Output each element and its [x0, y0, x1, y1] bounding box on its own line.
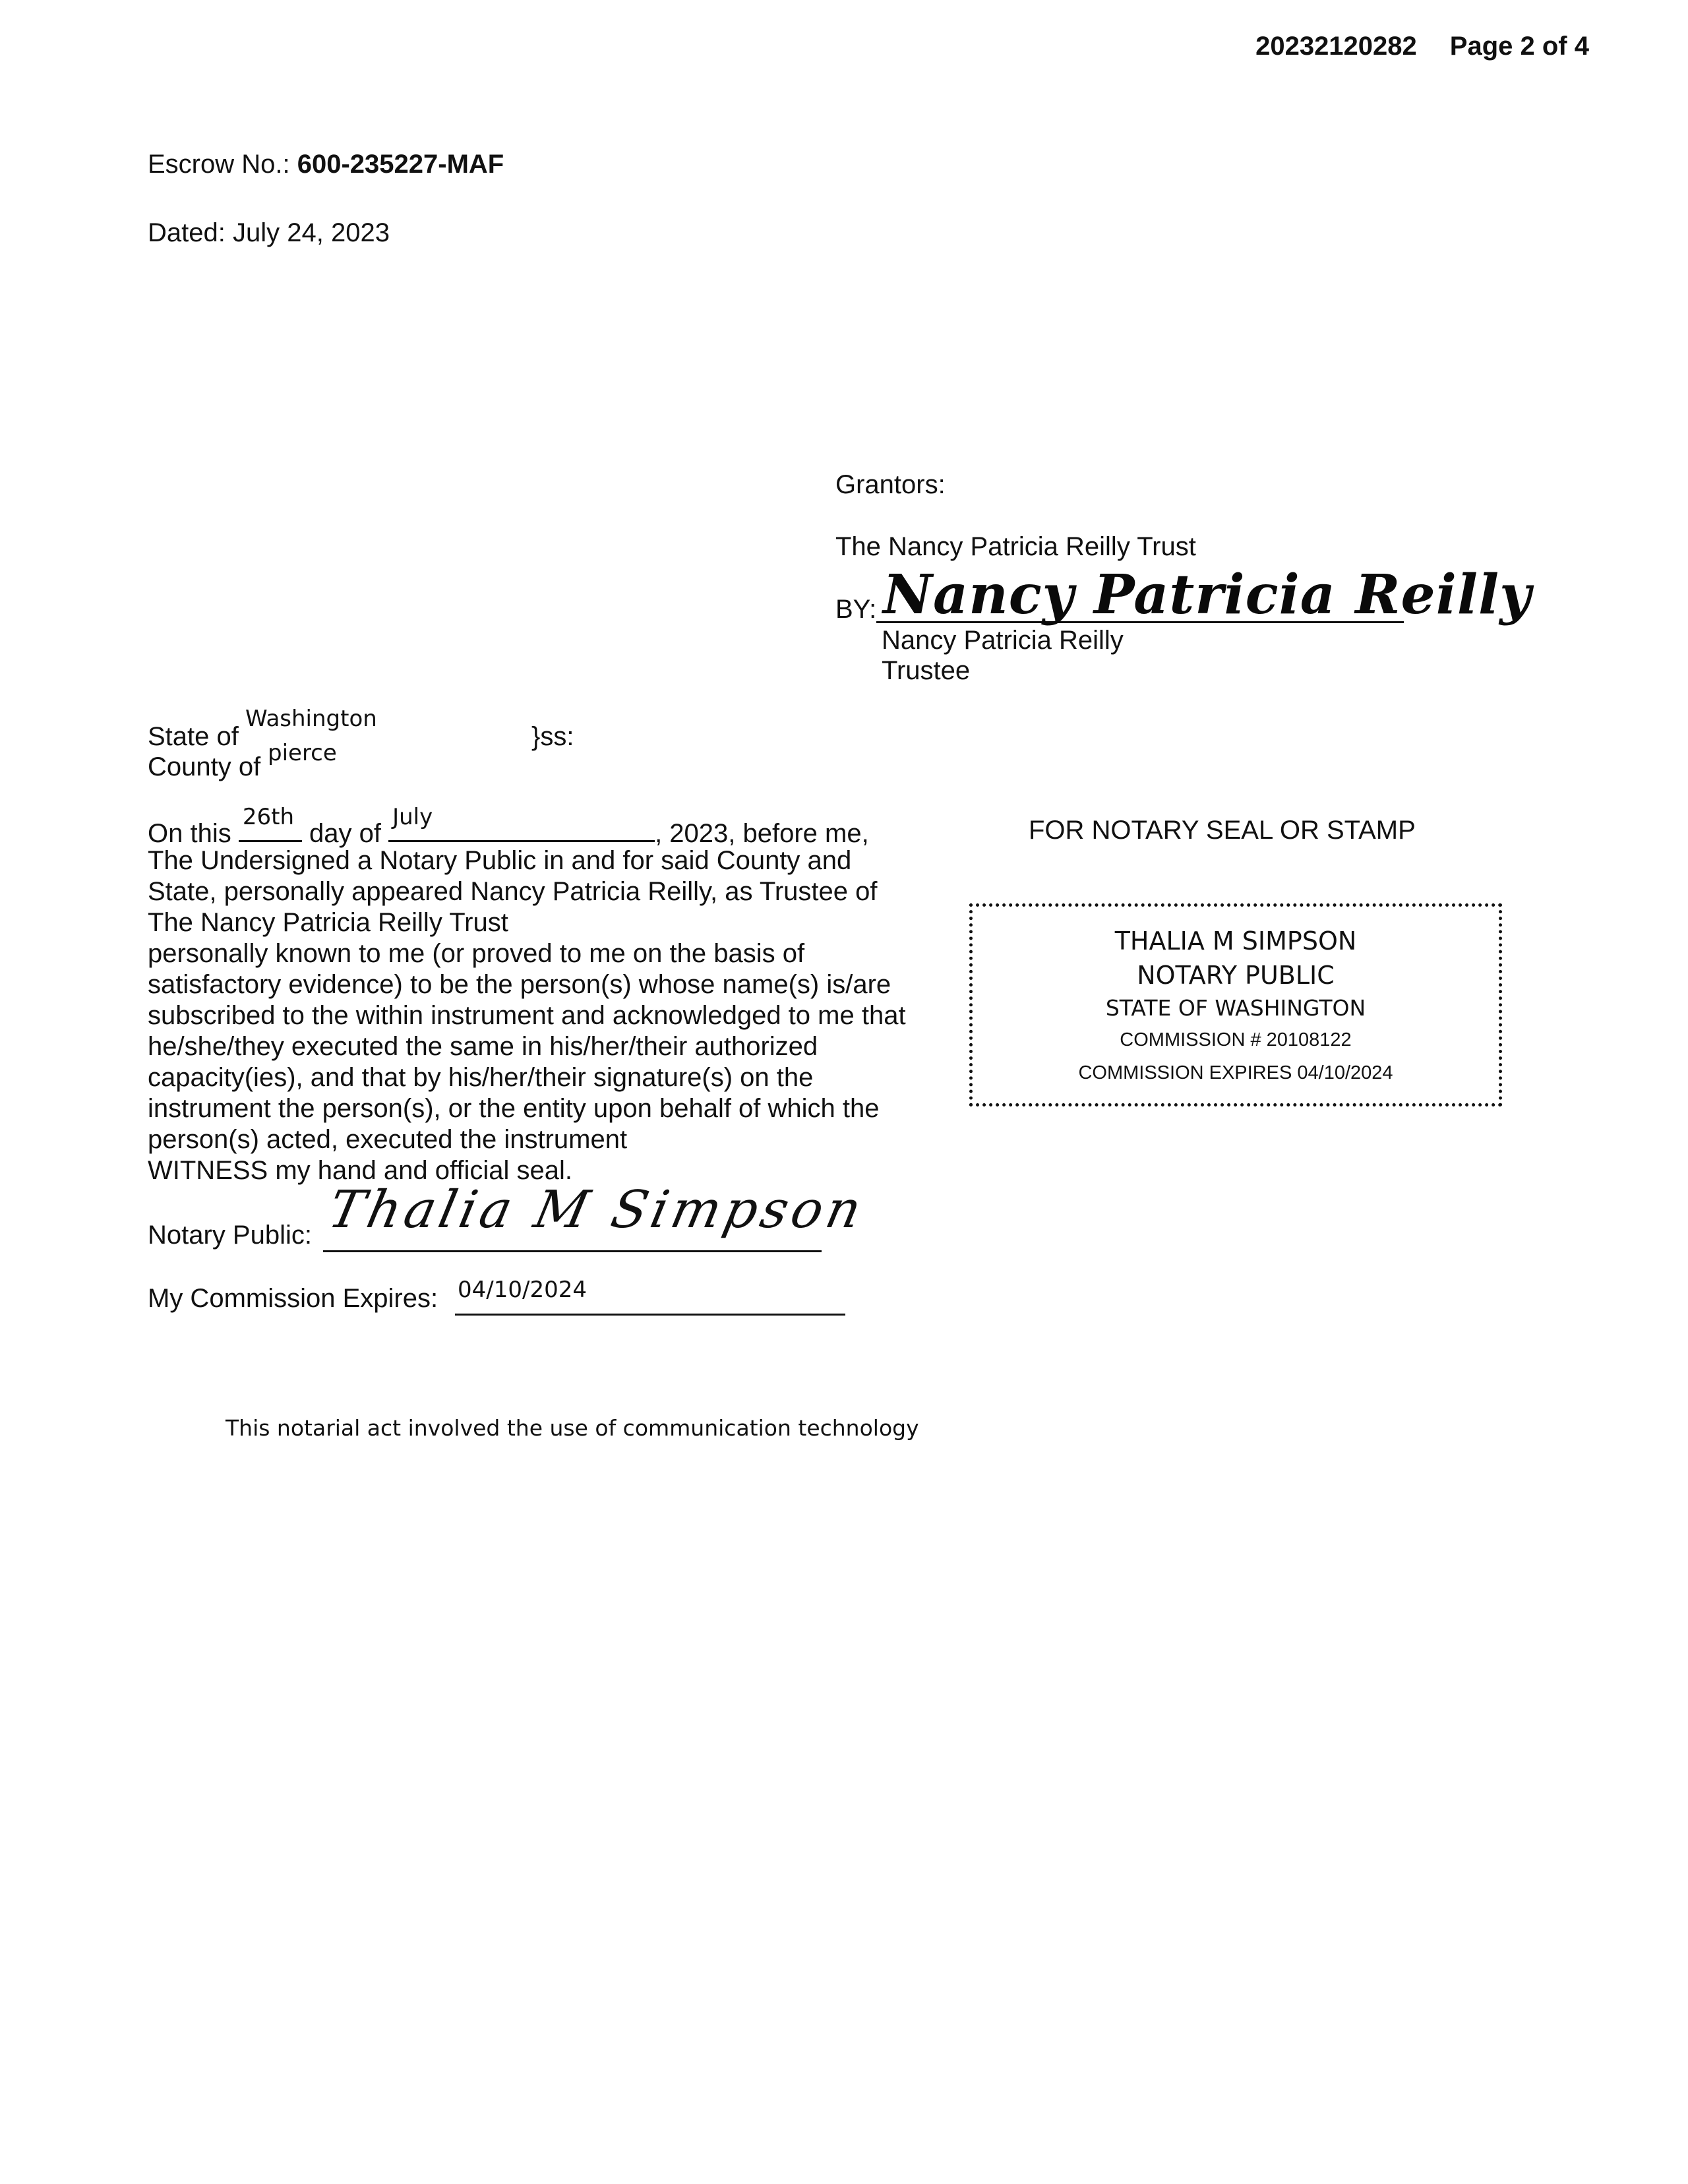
commission-expires-value: 04/10/2024: [458, 1277, 587, 1303]
year-text: , 2023, before me,: [655, 819, 869, 848]
acknowledgment-line: capacity(ies), and that by his/her/their signature(s) on the: [148, 1063, 814, 1092]
acknowledgment-first-line: [148, 804, 869, 849]
escrow-number: 600-235227-MAF: [297, 150, 504, 179]
on-this-text: On this: [148, 819, 231, 848]
acknowledgment-line: The Nancy Patricia Reilly Trust: [148, 908, 508, 937]
grantor-signature-row: [835, 563, 1532, 630]
commission-expires-line: [455, 1314, 845, 1316]
grantor-signature: Nancy Patricia Reilly: [883, 563, 1532, 626]
state-of-label: State of: [148, 722, 239, 751]
acknowledgment-body: [148, 845, 906, 1186]
document-number: 20232120282: [1255, 32, 1417, 61]
acknowledgment-line: personally known to me (or proved to me on the basis of: [148, 939, 805, 968]
notary-seal-heading: FOR NOTARY SEAL OR STAMP: [1029, 816, 1416, 845]
seal-notary-title: NOTARY PUBLIC: [1137, 961, 1335, 990]
dated-label: Dated:: [148, 218, 226, 247]
day-of-text: day of: [309, 819, 381, 848]
escrow-label: Escrow No.:: [148, 150, 290, 179]
acknowledgment-line: he/she/they executed the same in his/her/their authorized: [148, 1032, 818, 1061]
signer-title: Trustee: [882, 656, 971, 685]
seal-notary-name: THALIA M SIMPSON: [1114, 926, 1357, 956]
seal-commission-number: COMMISSION # 20108122: [1120, 1029, 1352, 1050]
notary-seal-stamp: [969, 903, 1502, 1107]
by-label: BY:: [835, 595, 877, 624]
notary-signature-line: [323, 1250, 822, 1252]
county-of-value: pierce: [268, 740, 337, 766]
commission-expires-label: My Commission Expires:: [148, 1284, 438, 1313]
notary-public-label: Notary Public:: [148, 1221, 312, 1250]
grantors-heading: Grantors:: [835, 470, 946, 499]
seal-state: STATE OF WASHINGTON: [1105, 995, 1366, 1021]
acknowledgment-line: WITNESS my hand and official seal.: [148, 1156, 572, 1185]
day-blank: [239, 804, 302, 842]
page-header: [1255, 32, 1589, 61]
county-of-label: County of: [148, 752, 261, 781]
acknowledgment-line: instrument the person(s), or the entity upon behalf of which the: [148, 1094, 880, 1123]
acknowledgment-line: person(s) acted, executed the instrument: [148, 1125, 628, 1154]
day-value: 26th: [242, 804, 294, 830]
ss-mark: }ss:: [531, 722, 574, 751]
month-value: July: [392, 804, 433, 830]
acknowledgment-line: The Undersigned a Notary Public in and for said County and: [148, 846, 852, 875]
acknowledgment-line: State, personally appeared Nancy Patricia Reilly, as Trustee of: [148, 877, 878, 906]
acknowledgment-line: subscribed to the within instrument and acknowledged to me that: [148, 1001, 906, 1030]
acknowledgment-line: satisfactory evidence) to be the person(s) whose name(s) is/are: [148, 970, 891, 999]
trust-name: The Nancy Patricia Reilly Trust: [835, 532, 1196, 561]
seal-commission-expires: COMMISSION EXPIRES 04/10/2024: [1078, 1062, 1393, 1083]
dated-date: July 24, 2023: [232, 218, 390, 247]
communication-technology-note: This notarial act involved the use of communication technology: [226, 1415, 919, 1441]
notary-signature: Thalia M Simpson: [323, 1180, 870, 1240]
dated-line: [148, 218, 390, 248]
page-number: Page 2 of 4: [1449, 32, 1589, 61]
month-blank: [388, 804, 655, 842]
escrow-line: [148, 149, 504, 179]
state-of-value: Washington: [245, 706, 377, 732]
signer-name: Nancy Patricia Reilly: [882, 626, 1124, 655]
